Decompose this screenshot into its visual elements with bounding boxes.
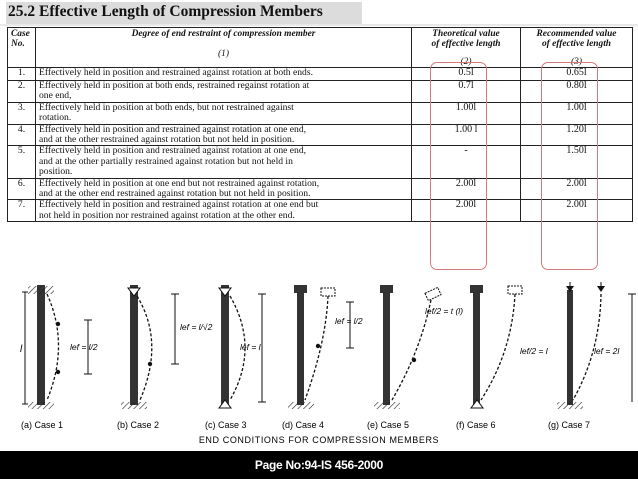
section-title: 25.2 Effective Length of Compression Members — [8, 3, 323, 20]
case-1-lef-label: lef = l/2 — [70, 342, 98, 352]
case-label: (e) Case 5 — [367, 420, 410, 430]
case-label: (c) Case 3 — [205, 420, 247, 430]
degree-line: Effectively held in position and restrained against rotation at one end, — [39, 123, 307, 135]
case-7-lef-label: lef = 2l — [594, 346, 620, 356]
degree-cell — [36, 102, 412, 124]
recommended-value-cell: 1.00l — [521, 102, 633, 124]
degree-cell — [36, 200, 412, 222]
case-label: (f) Case 6 — [456, 420, 496, 430]
case-number-cell: 4. — [8, 124, 36, 146]
degree-cell — [36, 146, 412, 178]
case-label: (d) Case 4 — [282, 420, 325, 430]
table-header-row — [8, 28, 633, 68]
page-number: Page No:94-IS 456-2000 — [254, 458, 384, 472]
case-5-diagram — [374, 285, 463, 409]
case-number-cell: 5. — [8, 146, 36, 178]
degree-line: and at the other partially restrained against rotation but not held in — [39, 155, 293, 167]
degree-line: Effectively held in position and restrained against rotation at both ends. — [39, 67, 313, 78]
case-label: (a) Case 1 — [21, 420, 64, 430]
theoretical-value-cell: 2.00l — [412, 178, 521, 200]
degree-cell — [36, 68, 412, 81]
theoretical-value-cell: 1.00l — [412, 102, 521, 124]
case-3-lef-label: lef = l — [240, 342, 261, 352]
case-6-diagram — [470, 285, 549, 408]
case-1-diagram — [20, 285, 98, 409]
recommended-value-cell: 1.50l — [521, 146, 633, 178]
table-row — [8, 146, 633, 178]
recommended-value-cell: 0.80l — [521, 81, 633, 103]
case-3-diagram — [219, 285, 266, 408]
case-4-lef-label: lef = l/2 — [335, 316, 363, 326]
degree-cell — [36, 124, 412, 146]
degree-line: position. — [39, 166, 73, 178]
theoretical-value-cell: 2.00l — [412, 200, 521, 222]
section-heading — [6, 2, 362, 25]
case-number-cell: 3. — [8, 102, 36, 124]
end-conditions-figure — [0, 282, 638, 452]
theoretical-value-cell: 0.5l — [412, 68, 521, 81]
recommended-value-cell: 1.20l — [521, 124, 633, 146]
degree-cell — [36, 178, 412, 200]
effective-length-table — [7, 27, 633, 222]
degree-line: and at the other end restrained against rotation but not held in position. — [39, 188, 311, 200]
case-number-cell: 1. — [8, 68, 36, 81]
header-degree: Degree of end restraint of compression member (1) — [36, 28, 412, 68]
degree-line: Effectively held in position at one end but not restrained against rotation, — [39, 177, 320, 189]
theoretical-value-cell: 1.00 l — [412, 124, 521, 146]
case-number-cell: 7. — [8, 200, 36, 222]
degree-line: Effectively held in position and restrained against rotation at one end, — [39, 145, 307, 157]
theoretical-value-cell: - — [412, 146, 521, 178]
recommended-highlight-box — [541, 62, 598, 270]
case-label: (g) Case 7 — [548, 420, 591, 430]
case-2-diagram — [121, 285, 213, 409]
table-row — [8, 102, 633, 124]
degree-cell — [36, 81, 412, 103]
recommended-value-cell: 2.00l — [521, 178, 633, 200]
degree-line: rotation. — [39, 112, 72, 124]
degree-line: Effectively held in position at both ends, but not restrained against — [39, 101, 294, 113]
case-7-diagram — [557, 282, 636, 409]
degree-line: one end, — [39, 90, 72, 102]
theoretical-highlight-box — [430, 62, 487, 270]
degree-line: Effectively held in position at both ends, restrained regainst rotation at — [39, 80, 310, 91]
case-4-diagram — [288, 285, 363, 409]
header-case: Case No. — [8, 28, 36, 68]
header-theoretical: Theoretical value of effective length (2) — [412, 28, 521, 68]
table-row — [8, 200, 633, 222]
case-number-cell: 2. — [8, 81, 36, 103]
theoretical-value-cell: 0.7l — [412, 81, 521, 103]
degree-line: and at the other restrained against rotation but not held in position. — [39, 134, 295, 146]
case-number-cell: 6. — [8, 178, 36, 200]
case-2-lef-label: lef = l/√2 — [180, 322, 213, 332]
table-row — [8, 68, 633, 81]
case-label: (b) Case 2 — [117, 420, 160, 430]
figure-caption: END CONDITIONS FOR COMPRESSION MEMBERS — [198, 435, 440, 445]
recommended-value-cell: 0.65l — [521, 68, 633, 81]
table-row — [8, 124, 633, 146]
case-5-lef-label: lef/2 = t (l) — [425, 306, 464, 316]
length-label: l — [20, 344, 23, 355]
table-row — [8, 81, 633, 103]
table-row — [8, 178, 633, 200]
degree-line: not held in position nor restrained against rotation at the other end. — [39, 209, 295, 221]
degree-line: Effectively held in position and restrained against rotation at one end but — [39, 199, 319, 211]
case-6-lef-label: lef/2 = l — [520, 346, 548, 356]
scan-strip — [0, 24, 638, 26]
recommended-value-cell: 2.00l — [521, 200, 633, 222]
header-recommended: Recommended value of effective length (3) — [521, 28, 633, 68]
